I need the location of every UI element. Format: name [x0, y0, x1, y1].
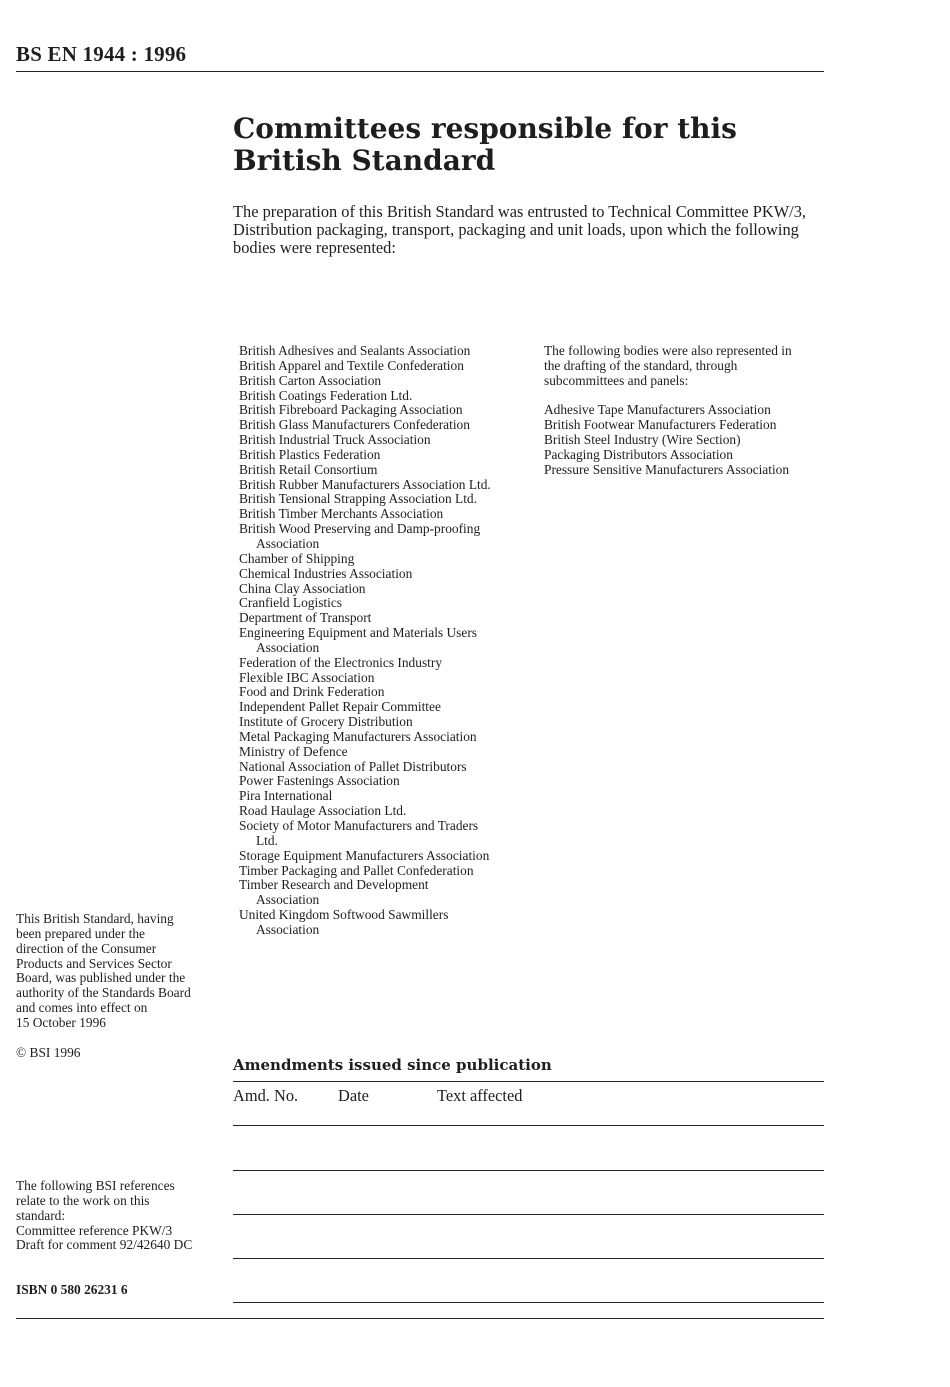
list-item: Chamber of Shipping — [239, 550, 355, 566]
list-item: Storage Equipment Manufacturers Association — [239, 847, 490, 863]
list-item: China Clay Association — [239, 580, 366, 596]
column-header-amd-no: Amd. No. — [233, 1086, 299, 1105]
title-line: British Standard — [233, 144, 496, 177]
list-item: British Apparel and Textile Confederation — [239, 357, 464, 373]
list-item: Flexible IBC Association — [239, 669, 375, 685]
bsi-references — [16, 1179, 216, 1253]
list-item: British Tensional Strapping Association Ltd. — [239, 491, 477, 507]
note-line: and comes into effect on — [16, 1000, 148, 1016]
reference-line: standard: — [16, 1207, 66, 1223]
list-item: Timber Research and Development — [239, 877, 429, 893]
list-item: Department of Transport — [239, 610, 372, 626]
list-item: Federation of the Electronics Industry — [239, 654, 443, 670]
column-header-text-affected: Text affected — [437, 1086, 523, 1105]
note-line: Products and Services Sector — [16, 955, 172, 971]
list-item: Ministry of Defence — [239, 743, 348, 759]
amendments-row-rule — [233, 1302, 824, 1303]
note-line: 15 October 1996 — [16, 1014, 106, 1030]
list-item: British Carton Association — [239, 372, 382, 388]
reference-line: The following BSI references — [16, 1178, 175, 1193]
list-item: Metal Packaging Manufacturers Association — [239, 728, 477, 744]
note-line: been prepared under the — [16, 925, 146, 941]
list-item: British Industrial Truck Association — [239, 432, 431, 448]
list-item-continuation: Association — [256, 535, 320, 551]
list-item: British Wood Preserving and Damp-proofing — [239, 521, 481, 537]
list-item: Society of Motor Manufacturers and Traders — [239, 818, 479, 833]
list-item: British Coatings Federation Ltd. — [239, 387, 413, 403]
footer-rule — [16, 1318, 824, 1319]
list-item: British Plastics Federation — [239, 446, 381, 462]
amendments-row-rule — [233, 1125, 824, 1126]
copyright-notice: © BSI 1996 — [16, 1045, 81, 1060]
list-spacer — [544, 389, 834, 404]
list-item: Packaging Distributors Association — [544, 446, 733, 462]
list-item: British Rubber Manufacturers Association Ltd. — [239, 476, 491, 492]
subcommittee-intro-line: subcommittees and panels: — [544, 372, 689, 388]
list-item: British Glass Manufacturers Confederation — [239, 417, 470, 433]
list-item: Chemical Industries Association — [239, 565, 413, 581]
title-line: Committees responsible for this — [233, 112, 737, 145]
publication-note — [16, 912, 216, 1031]
list-item: Food and Drink Federation — [239, 684, 385, 700]
list-item: British Fibreboard Packaging Association — [239, 402, 463, 418]
list-item: Road Haulage Association Ltd. — [239, 803, 407, 819]
header-rule — [16, 71, 824, 72]
note-line: direction of the Consumer — [16, 940, 157, 956]
amendments-rule-top — [233, 1081, 824, 1082]
list-item: British Retail Consortium — [239, 461, 378, 477]
list-item: Adhesive Tape Manufacturers Association — [544, 402, 771, 418]
list-item: Timber Packaging and Pallet Confederation — [239, 862, 474, 878]
reference-line: relate to the work on this — [16, 1192, 150, 1208]
list-item: British Footwear Manufacturers Federation — [544, 417, 777, 433]
list-item: Pira International — [239, 788, 333, 804]
committee-bodies-list — [239, 344, 529, 938]
amendments-row-rule — [233, 1170, 824, 1171]
amendments-row-rule — [233, 1214, 824, 1215]
note-line: Board, was published under the — [16, 970, 186, 986]
list-item: Independent Pallet Repair Committee — [239, 699, 441, 715]
list-item: British Adhesives and Sealants Association — [239, 343, 471, 358]
subcommittee-intro-line: the drafting of the standard, through — [544, 357, 738, 373]
reference-line: Draft for comment 92/42640 DC — [16, 1237, 193, 1253]
list-item: Pressure Sensitive Manufacturers Association — [544, 461, 790, 477]
amendments-title: Amendments issued since publication — [233, 1056, 552, 1074]
intro-paragraph: The preparation of this British Standard was entrusted to Technical Committee PKW/3, Distribution packaging, transport, packaging and unit loads, upon which the following bodies were represented: — [233, 202, 807, 257]
page-title — [233, 113, 833, 177]
subcommittee-intro-line: The following bodies were also represented in — [544, 343, 792, 358]
list-item: Power Fastenings Association — [239, 773, 400, 789]
list-item-continuation: Ltd. — [256, 832, 278, 848]
isbn: ISBN 0 580 26231 6 — [16, 1282, 128, 1297]
amendments-row-rule — [233, 1258, 824, 1259]
list-item-continuation: Association — [256, 921, 320, 937]
list-item: British Steel Industry (Wire Section) — [544, 432, 741, 448]
subcommittee-bodies-list — [544, 344, 834, 478]
list-item: Engineering Equipment and Materials Users — [239, 625, 477, 641]
document-id: BS EN 1944 : 1996 — [16, 42, 187, 66]
list-item: British Timber Merchants Association — [239, 506, 444, 522]
note-line: This British Standard, having — [16, 911, 174, 926]
list-item-continuation: Association — [256, 892, 320, 908]
reference-line: Committee reference PKW/3 — [16, 1222, 173, 1238]
list-item: United Kingdom Softwood Sawmillers — [239, 907, 449, 923]
column-header-date: Date — [338, 1086, 369, 1105]
note-line: authority of the Standards Board — [16, 985, 191, 1001]
list-item: National Association of Pallet Distributors — [239, 758, 467, 774]
list-item: Cranfield Logistics — [239, 595, 343, 611]
list-item-continuation: Association — [256, 639, 320, 655]
list-item: Institute of Grocery Distribution — [239, 714, 413, 730]
